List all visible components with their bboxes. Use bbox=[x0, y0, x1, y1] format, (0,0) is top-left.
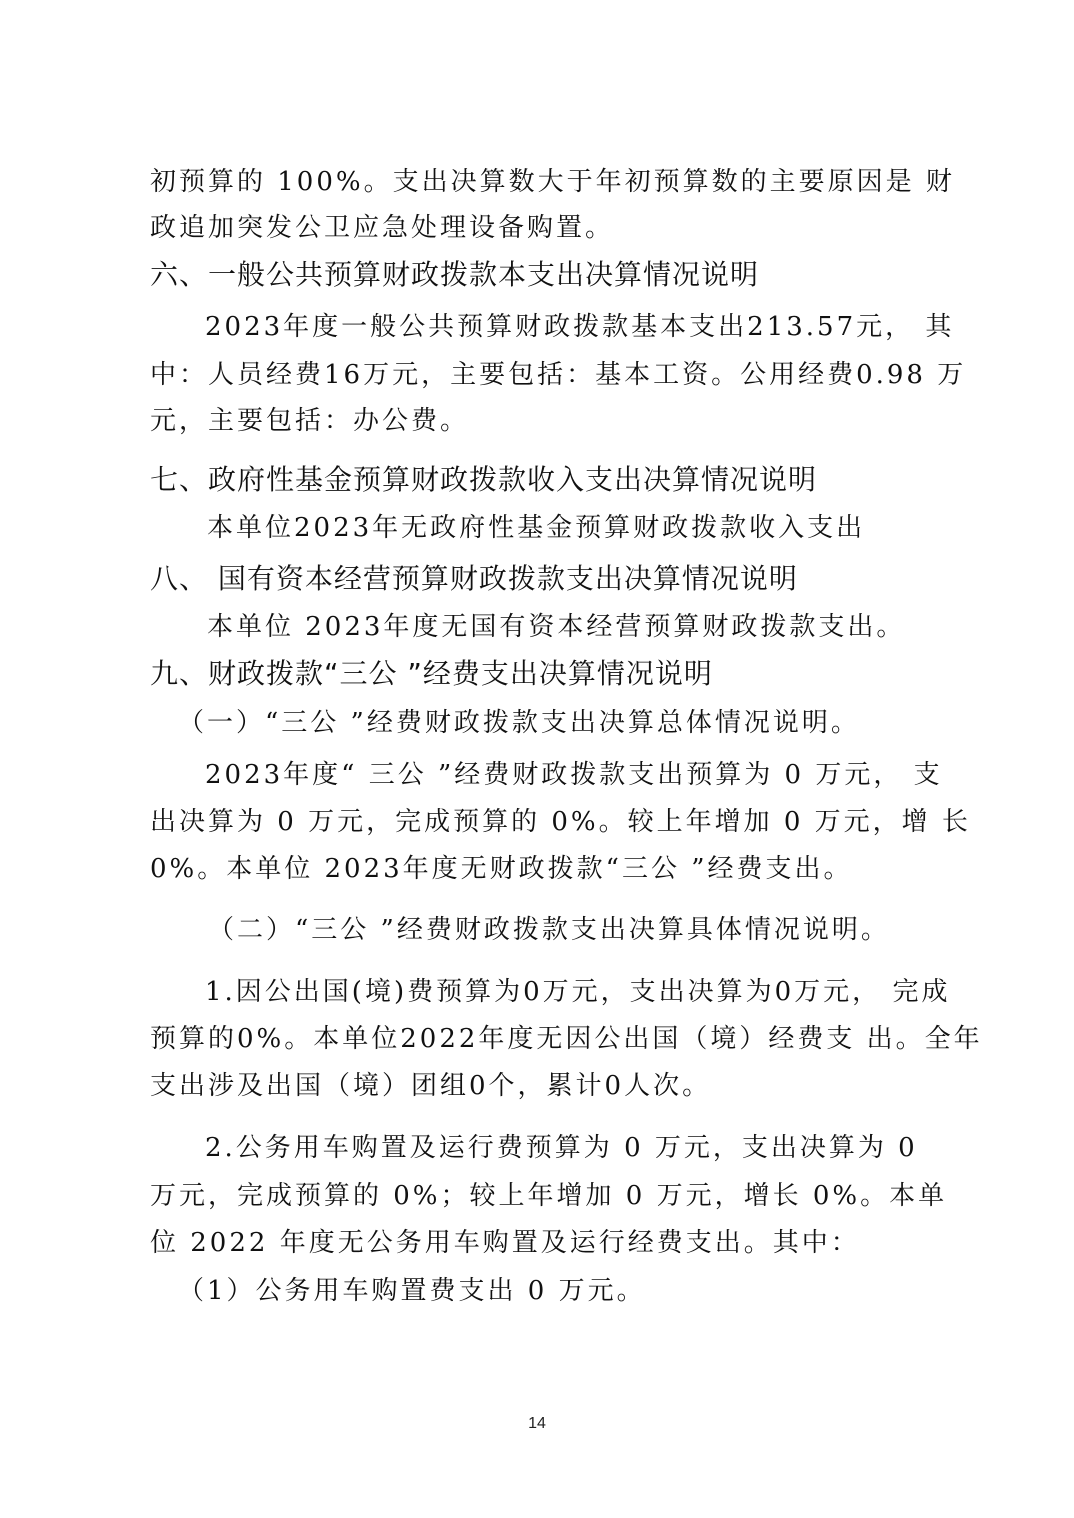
body-text-line: 2.公务用车购置及运行费预算为 0 万元，支出决算为 0 bbox=[205, 1133, 918, 1163]
body-text-line: 初预算的 100%。支出决算数大于年初预算数的主要原因是 财 bbox=[150, 167, 955, 197]
body-text-line: 出决算为 0 万元，完成预算的 0%。较上年增加 0 万元，增 长 bbox=[150, 807, 971, 837]
body-text-line: 2023年度“ 三公 ”经费财政拨款支出预算为 0 万元， 支 bbox=[205, 760, 943, 790]
body-text-line: 预算的0%。本单位2022年度无因公出国（境）经费支 出。全年 bbox=[150, 1024, 983, 1054]
subsection-heading: （二）“三公 ”经费财政拨款支出决算具体情况说明。 bbox=[208, 915, 890, 945]
body-text-line: 1.因公出国(境)费预算为0万元，支出决算为0万元， 完成 bbox=[205, 977, 951, 1007]
body-text-line: 0%。本单位 2023年度无财政拨款“三公 ”经费支出。 bbox=[150, 854, 853, 884]
body-text-line: 本单位2023年无政府性基金预算财政拨款收入支出 bbox=[207, 513, 866, 543]
body-text-line: （1）公务用车购置费支出 0 万元。 bbox=[178, 1276, 646, 1306]
section-heading: 八、 国有资本经营预算财政拨款支出决算情况说明 bbox=[150, 562, 798, 595]
body-text-line: 支出涉及出国（境）团组0个，累计0人次。 bbox=[150, 1071, 712, 1101]
page-number: 14 bbox=[528, 1415, 546, 1432]
section-heading: 六、一般公共预算财政拨款本支出决算情况说明 bbox=[150, 258, 760, 291]
body-text-line: 元，主要包括：办公费。 bbox=[150, 406, 470, 436]
section-heading: 七、政府性基金预算财政拨款收入支出决算情况说明 bbox=[150, 463, 818, 496]
body-text-line: 本单位 2023年度无国有资本经营预算财政拨款支出。 bbox=[207, 612, 906, 642]
body-text-line: 2023年度一般公共预算财政拨款基本支出213.57元， 其 bbox=[205, 312, 955, 342]
subsection-heading: （一）“三公 ”经费财政拨款支出决算总体情况说明。 bbox=[178, 708, 860, 738]
body-text-line: 中：人员经费16万元，主要包括：基本工资。公用经费0.98 万 bbox=[150, 360, 967, 390]
body-text-line: 位 2022 年度无公务用车购置及运行经费支出。其中： bbox=[150, 1228, 860, 1258]
body-text-line: 万元，完成预算的 0%；较上年增加 0 万元，增长 0%。本单 bbox=[150, 1181, 948, 1211]
section-heading: 九、财政拨款“三公 ”经费支出决算情况说明 bbox=[150, 657, 713, 690]
body-text-line: 政追加突发公卫应急处理设备购置。 bbox=[150, 213, 615, 243]
